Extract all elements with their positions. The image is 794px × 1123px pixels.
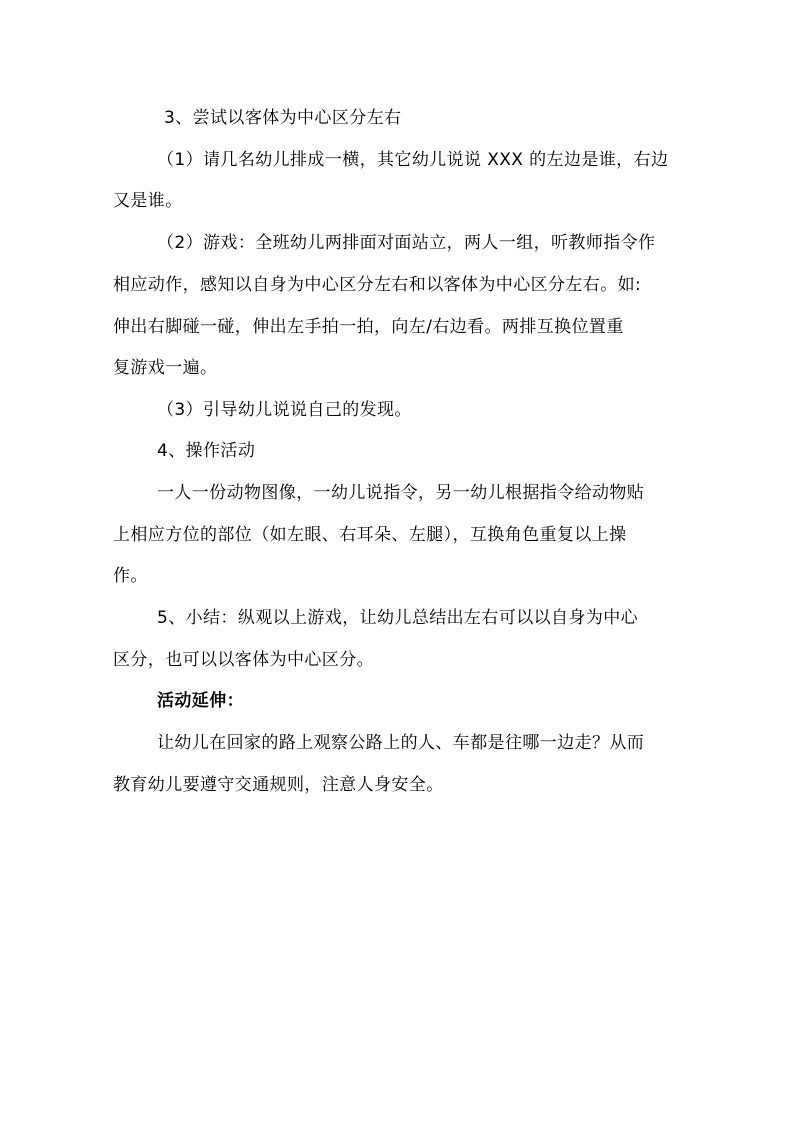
step-4-heading: 4、操作活动 (157, 441, 256, 461)
extension-body-line-2: 教育幼儿要遵守交通规则，注意人身安全。 (113, 775, 444, 795)
step-5-summary-line-1: 5、小结：纵观以上游戏，让幼儿总结出左右可以以自身为中心 (157, 608, 639, 628)
step-5-summary-line-2: 区分，也可以以客体为中心区分。 (113, 650, 374, 670)
step-3-item-3: （3）引导幼儿说说自己的发现。 (157, 400, 412, 420)
step-4-body-line-1: 一人一份动物图像，一幼儿说指令，另一幼儿根据指令给动物贴 (157, 483, 645, 503)
step-3-heading: 3、尝试以客体为中心区分左右 (164, 108, 402, 128)
step-3-item-2-line-4: 复游戏一遍。 (113, 358, 218, 378)
extension-heading: 活动延伸： (157, 691, 244, 711)
step-3-item-1-line-2: 又是谁。 (113, 191, 183, 211)
step-4-body-line-2: 上相应方位的部位（如左眼、右耳朵、左腿），互换角色重复以上操 (113, 525, 627, 545)
step-3-item-2-line-1: （2）游戏：全班幼儿两排面对面站立，两人一组，听教师指令作 (157, 233, 656, 253)
step-3-item-2-line-2: 相应动作，感知以自身为中心区分左右和以客体为中心区分左右。如: (113, 275, 642, 295)
step-3-item-1-line-1: （1）请几名幼儿排成一横，其它幼儿说说 XXX 的左边是谁，右边 (157, 150, 669, 170)
extension-body-line-1: 让幼儿在回家的路上观察公路上的人、车都是往哪一边走？从而 (157, 733, 645, 753)
step-4-body-line-3: 作。 (113, 566, 148, 586)
step-3-item-2-line-3: 伸出右脚碰一碰，伸出左手拍一拍，向左/右边看。两排互换位置重 (113, 317, 624, 337)
